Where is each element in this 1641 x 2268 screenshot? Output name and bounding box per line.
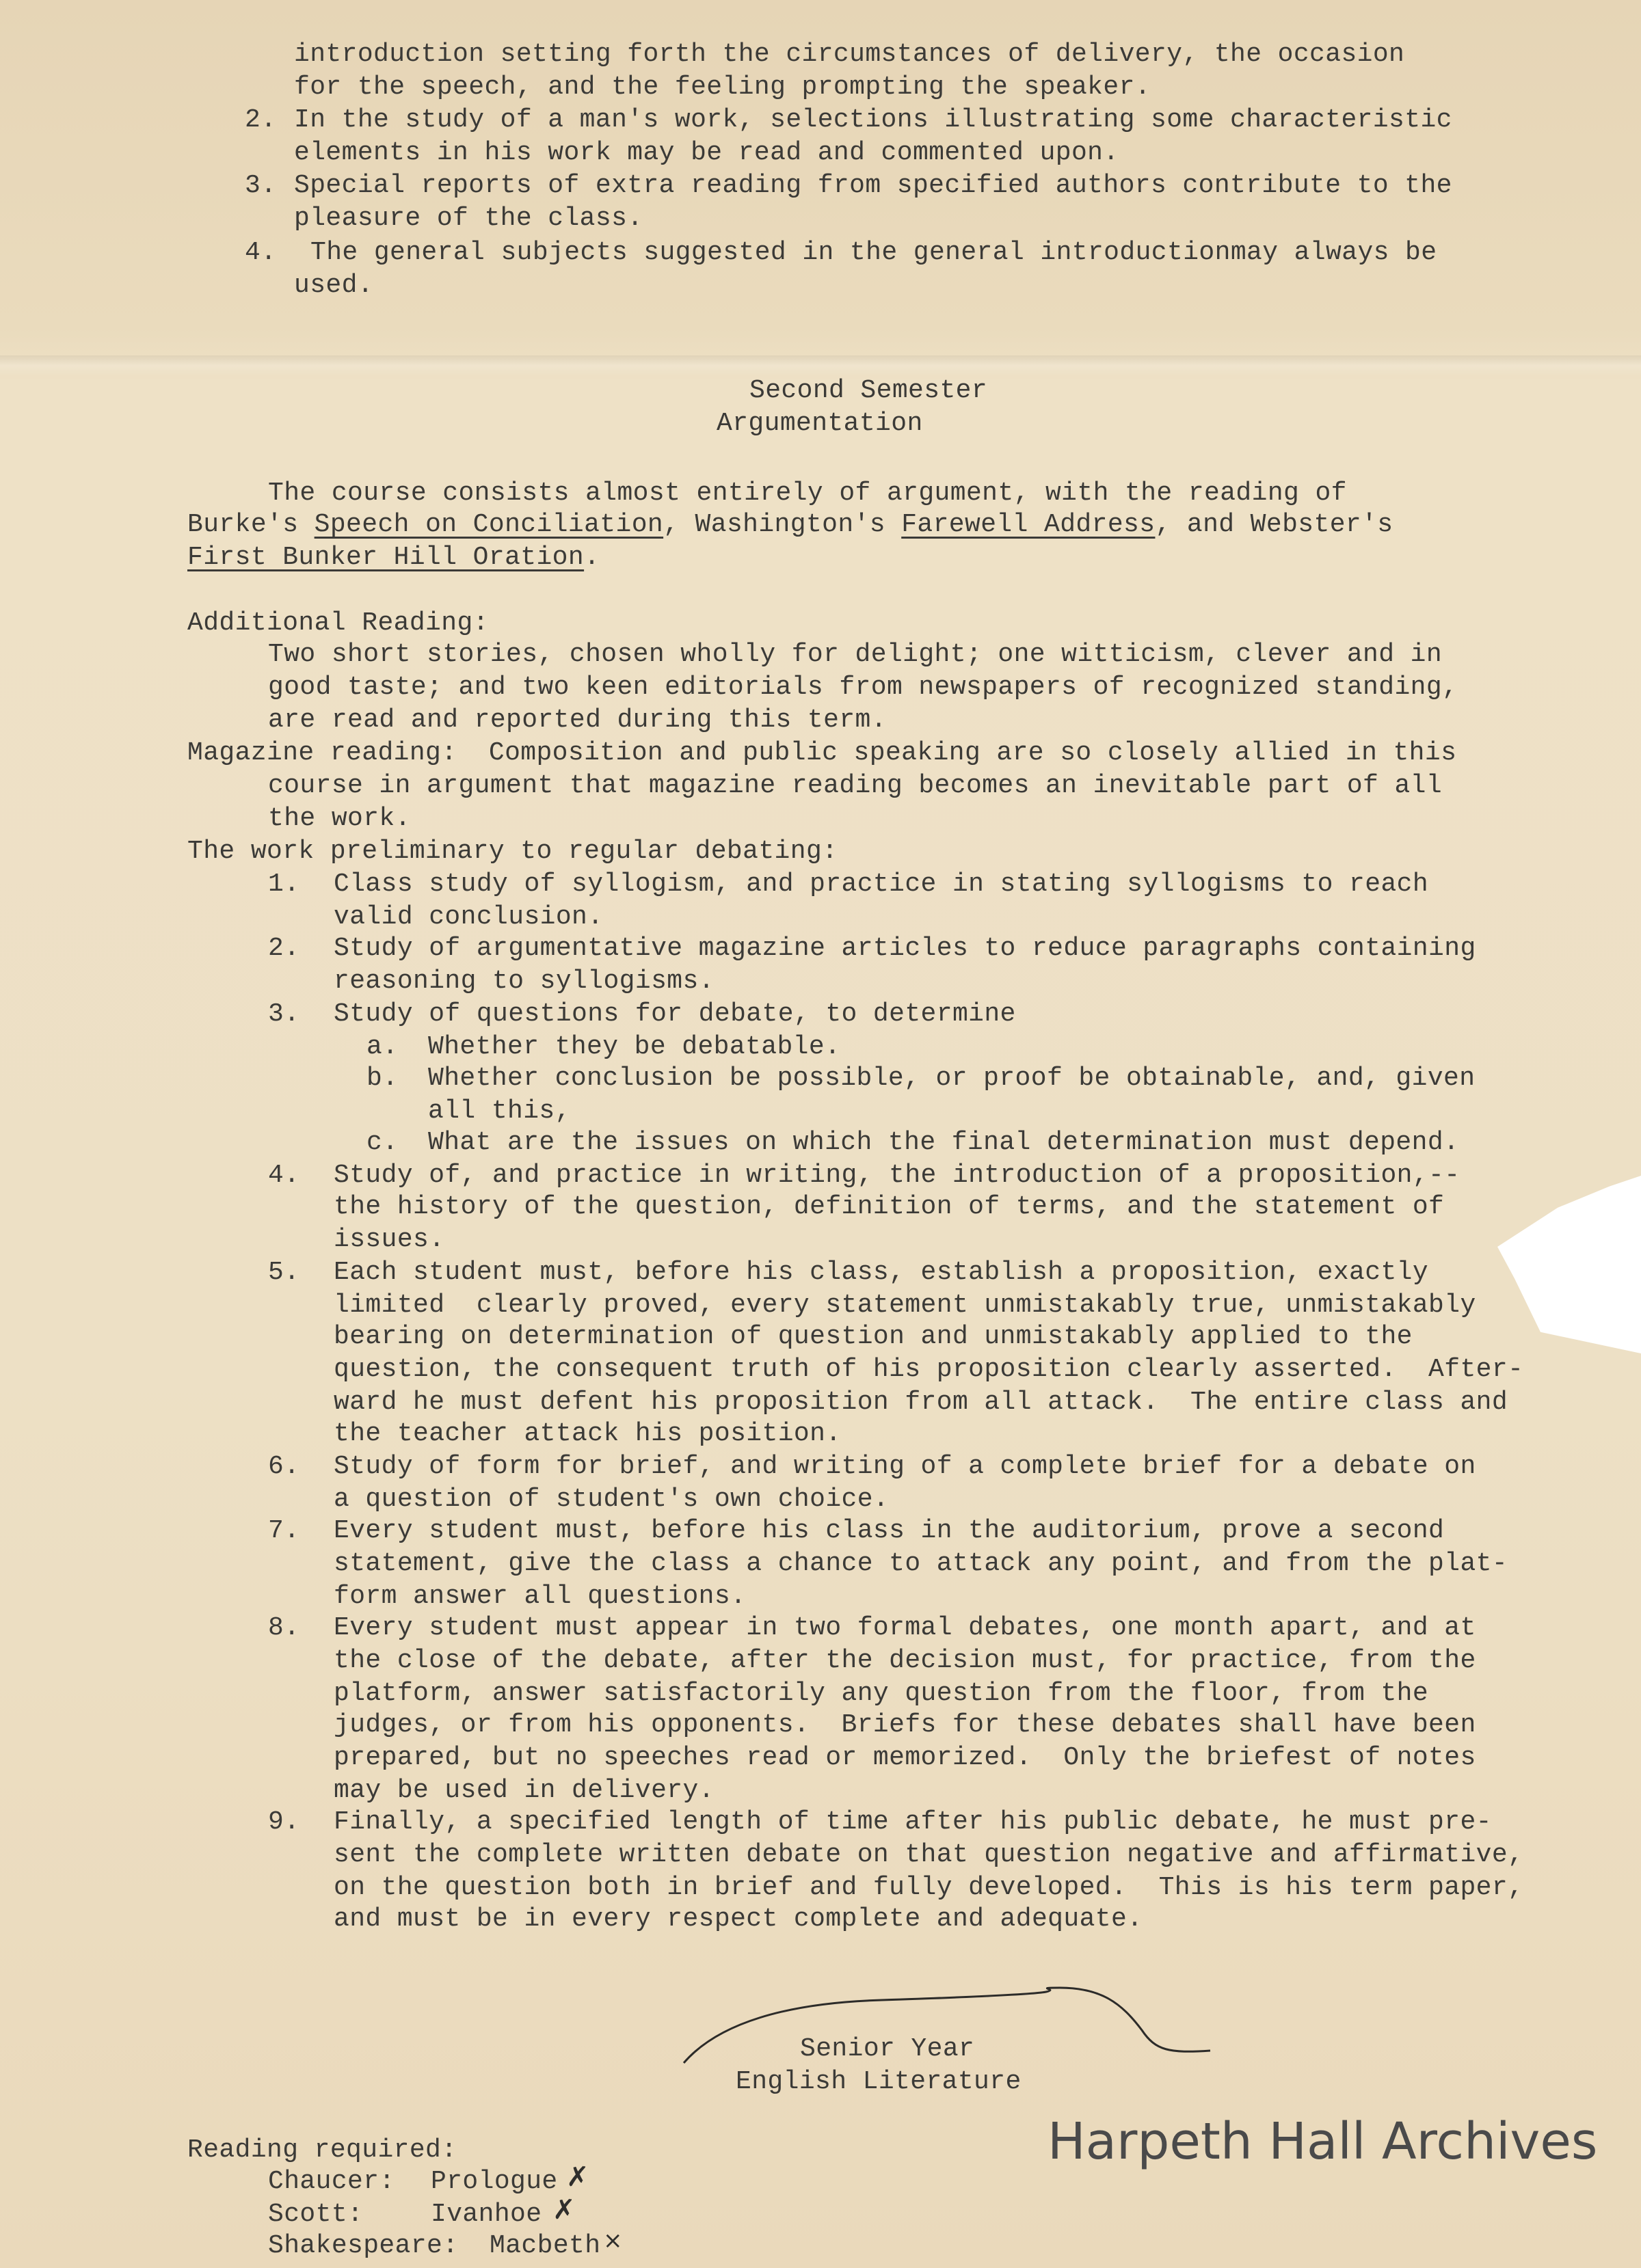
reading-required-label: Reading required: — [187, 2135, 457, 2165]
list-item-line: issues. — [334, 1225, 445, 1254]
bunker-hill-title: First Bunker Hill Oration — [187, 543, 585, 572]
list-item-number: 2. — [268, 934, 300, 963]
course-line-1: The course consists almost entirely of argument, with the reading of — [268, 478, 1347, 508]
semester-subheading: Argumentation — [717, 409, 923, 438]
list-item-number: 3. — [268, 999, 300, 1029]
list-item-line: statement, give the class a chance to attack any point, and from the plat- — [334, 1549, 1508, 1578]
item-2-line-2: elements in his work may be read and commented upon. — [294, 138, 1119, 167]
item-3-line-1: Special reports of extra reading from specified authors contribute to the — [294, 171, 1452, 200]
work-title: Macbeth — [490, 2231, 601, 2260]
list-item-line: Study of argumentative magazine articles to reduce paragraphs containing — [334, 934, 1476, 963]
sub-item-line: Whether conclusion be possible, or proof be obtainable, and, given — [428, 1064, 1476, 1093]
list-item-line: reasoning to syllogisms. — [334, 967, 715, 996]
list-item-line: on the question both in brief and fully developed. This is his term paper, — [334, 1873, 1524, 1902]
item-4-line-1: The general subjects suggested in the general introductionmay always be — [310, 238, 1437, 267]
magazine-reading-line-1: Magazine reading: Composition and public speaking are so closely allied in this — [187, 738, 1457, 768]
list-item-number: 7. — [268, 1516, 300, 1545]
list-item-line: Each student must, before his class, establish a proposition, exactly — [334, 1258, 1429, 1287]
list-item-number: 4. — [268, 1161, 300, 1190]
burke-speech-title: Speech on Conciliation — [314, 510, 664, 539]
list-item-number: 5. — [268, 1258, 300, 1287]
list-item-line: form answer all questions. — [334, 1582, 747, 1611]
list-item-line: bearing on determination of question and unmistakably applied to the — [334, 1322, 1413, 1351]
work-title: Prologue — [431, 2167, 558, 2196]
list-item-line: Every student must appear in two formal debates, one month apart, and at — [334, 1613, 1476, 1643]
additional-reading-line-3: are read and reported during this term. — [268, 705, 887, 735]
sub-item-line: What are the issues on which the final determination must depend. — [428, 1128, 1460, 1157]
course-line-3 — [187, 541, 600, 574]
list-item-line: question, the consequent truth of his proposition clearly asserted. After- — [334, 1355, 1524, 1384]
list-item-line: the close of the debate, after the decision must, for practice, from the — [334, 1646, 1476, 1675]
list-item-line: platform, answer satisfactorily any question from the floor, from the — [334, 1679, 1429, 1708]
senior-year-heading: Senior Year — [800, 2034, 975, 2064]
list-item-line: Study of form for brief, and writing of a complete brief for a debate on — [334, 1452, 1476, 1481]
course-text-webster: , and Webster's — [1155, 510, 1393, 539]
magazine-reading-line-3: the work. — [268, 804, 411, 833]
course-text-burke: Burke's — [187, 510, 315, 539]
author-name: Chaucer: — [268, 2167, 395, 2196]
list-item-line: prepared, but no speeches read or memorized. Only the briefest of notes — [334, 1743, 1476, 1772]
additional-reading-line-2: good taste; and two keen editorials from newspapers of recognized standing, — [268, 673, 1458, 702]
item-2-line-1: In the study of a man's work, selections illustrating some characteristic — [294, 105, 1452, 135]
intro-continuation-line-1: introduction setting forth the circumstances of delivery, the occasion — [294, 40, 1405, 69]
list-item-line: the teacher attack his position. — [334, 1419, 842, 1448]
author-name: Scott: — [268, 2200, 364, 2229]
intro-continuation-line-2: for the speech, and the feeling prompting the speaker. — [294, 72, 1151, 102]
archive-watermark: Harpeth Hall Archives — [1048, 2112, 1598, 2171]
sub-item-letter: a. — [366, 1032, 399, 1062]
list-item-line: a question of student's own choice. — [334, 1485, 890, 1514]
semester-heading: Second Semester — [749, 376, 988, 405]
english-literature-subheading: English Literature — [736, 2067, 1022, 2096]
list-item-line: Study of questions for debate, to determine — [334, 999, 1016, 1029]
list-item-line: Every student must, before his class in the auditorium, prove a second — [334, 1516, 1445, 1545]
item-number-2: 2. — [245, 105, 277, 135]
course-text-washington: , Washington's — [663, 510, 902, 539]
sub-item-line: Whether they be debatable. — [428, 1032, 841, 1062]
check-x-mark: ✗ — [566, 2161, 589, 2193]
list-item-line: and must be in every respect complete and adequate. — [334, 1904, 1143, 1934]
item-4-line-2: used. — [294, 271, 374, 300]
item-3-line-2: pleasure of the class. — [294, 204, 643, 233]
sub-item-letter: b. — [366, 1064, 399, 1093]
list-item-number: 8. — [268, 1613, 300, 1643]
preliminary-work-heading: The work preliminary to regular debating: — [187, 837, 838, 866]
list-item-number: 1. — [268, 869, 300, 899]
item-number-3: 3. — [245, 171, 277, 200]
list-item-line: limited clearly proved, every statement unmistakably true, unmistakably — [334, 1291, 1476, 1320]
list-item-line: valid conclusion. — [334, 902, 604, 932]
work-title: Ivanhoe — [431, 2200, 542, 2229]
paper-fold — [0, 355, 1641, 376]
author-name: Shakespeare: — [268, 2231, 459, 2260]
small-x-mark: × — [603, 2227, 623, 2254]
check-x-mark: ✗ — [552, 2194, 576, 2226]
list-item-line: sent the complete written debate on that question negative and affirmative, — [334, 1840, 1524, 1869]
magazine-reading-line-2: course in argument that magazine reading becomes an inevitable part of all — [268, 771, 1443, 800]
course-text-end: . — [584, 543, 600, 572]
list-item-line: judges, or from his opponents. Briefs for these debates shall have been — [334, 1710, 1476, 1740]
farewell-address-title: Farewell Address — [901, 510, 1156, 539]
additional-reading-label: Additional Reading: — [187, 608, 489, 638]
list-item-line: the history of the question, definition of terms, and the statement of — [334, 1192, 1445, 1221]
list-item-line: may be used in delivery. — [334, 1776, 715, 1805]
list-item-line: Class study of syllogism, and practice in stating syllogisms to reach — [334, 869, 1429, 899]
list-item-line: Finally, a specified length of time after his public debate, he must pre- — [334, 1807, 1492, 1837]
course-line-2 — [187, 509, 1393, 541]
list-item-number: 6. — [268, 1452, 300, 1481]
list-item-line: ward he must defent his proposition from all attack. The entire class and — [334, 1388, 1508, 1417]
sub-item-line: all this, — [428, 1096, 571, 1126]
additional-reading-line-1: Two short stories, chosen wholly for delight; one witticism, clever and in — [268, 640, 1443, 669]
list-item-number: 9. — [268, 1807, 300, 1837]
list-item-line: Study of, and practice in writing, the introduction of a proposition,-- — [334, 1161, 1460, 1190]
item-number-4: 4. — [245, 238, 277, 267]
sub-item-letter: c. — [366, 1128, 399, 1157]
